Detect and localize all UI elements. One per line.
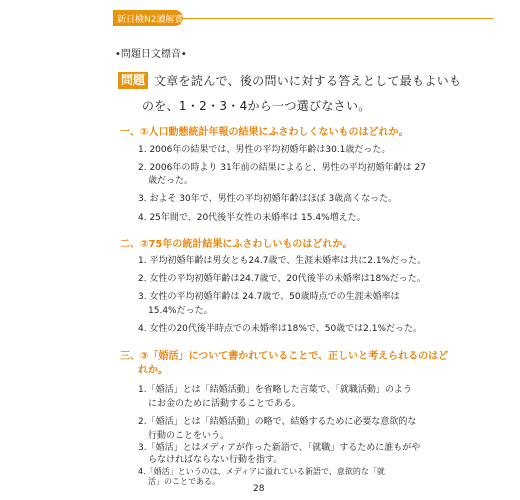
q3-option-3-cont: らなければならない行動を指す。 xyxy=(148,455,283,465)
q1-option-1: 1. 2006年の結果では、男性の平均初婚年齢は30.1歳だった。 xyxy=(138,145,391,155)
question-3-title-cont: れか。 xyxy=(138,365,168,376)
q3-option-4: 4.「婚活」というのは、メディアに溢れている新語で、意欲的な「就 xyxy=(138,467,385,476)
question-1-title: 一、①人口動態統計年報の結果にふさわしくないものはどれか。 xyxy=(120,127,409,138)
header-divider xyxy=(183,18,493,19)
q2-option-3-cont: 15.4%だった。 xyxy=(148,306,213,316)
q3-option-2: 2.「婚活」とは「結婚活動」の略で、結婚するために必要な意欲的な xyxy=(138,417,417,427)
q3-option-1: 1.「婚活」とは「結婚活動」を省略した言葉で、「就職活動」のよう xyxy=(138,385,412,395)
q2-option-3: 3. 女性の平均初婚年齢は 24.7歳で、50歳時点での生涯未婚率は xyxy=(138,292,400,302)
page-number: 28 xyxy=(253,484,265,494)
q3-option-4-cont: 活」のことである。 xyxy=(148,477,220,486)
q3-option-3: 3.「婚活」とはメディアが作った新語で、「就職」するために誰もがや xyxy=(138,443,421,453)
q1-option-3: 3. およそ 30年で、男性の平均初婚年齢はほぼ 3歳高くなった。 xyxy=(138,194,398,204)
section-title: •問題日文標音• xyxy=(115,49,187,60)
question-label: 問題 xyxy=(118,72,148,89)
q2-option-4: 4. 女性の20代後半時点での未婚率は18%で、50歳では2.1%だった。 xyxy=(138,324,423,334)
instruction-line-2: のを、1・2・3・4から一つ選びなさい。 xyxy=(142,99,371,113)
q2-option-1: 1. 平均初婚年齢は男女とも24.7歳で、生涯未婚率は共に2.1%だった。 xyxy=(138,256,427,266)
q1-option-4: 4. 25年間で、20代後半女性の未婚率は 15.4%増えた。 xyxy=(138,213,366,223)
q1-option-2-cont: 歳だった。 xyxy=(148,176,194,186)
header-title: 新日檢N2讀解實力UP！ xyxy=(117,15,214,25)
question-3-title: 三、③「婚活」について書かれていることで、正しいと考えられるのはど xyxy=(120,351,449,362)
q2-option-2: 2. 女性の平均初婚年齢は24.7歳で、20代後半の未婚率は18%だった。 xyxy=(138,274,426,284)
q1-option-2: 2. 2006年の時より 31年前の結果によると、男性の平均初婚年齢は 27 xyxy=(138,163,426,173)
instruction-line-1: 文章を読んで、後の問いに対する答えとして最もよいも xyxy=(154,74,462,88)
question-2-title: 二、②75年の統計結果にふさわしいものはどれか。 xyxy=(120,239,353,250)
q3-option-1-cont: にお金のために活動することである。 xyxy=(148,399,302,409)
q3-option-2-cont: 行動のことをいう。 xyxy=(148,431,230,441)
